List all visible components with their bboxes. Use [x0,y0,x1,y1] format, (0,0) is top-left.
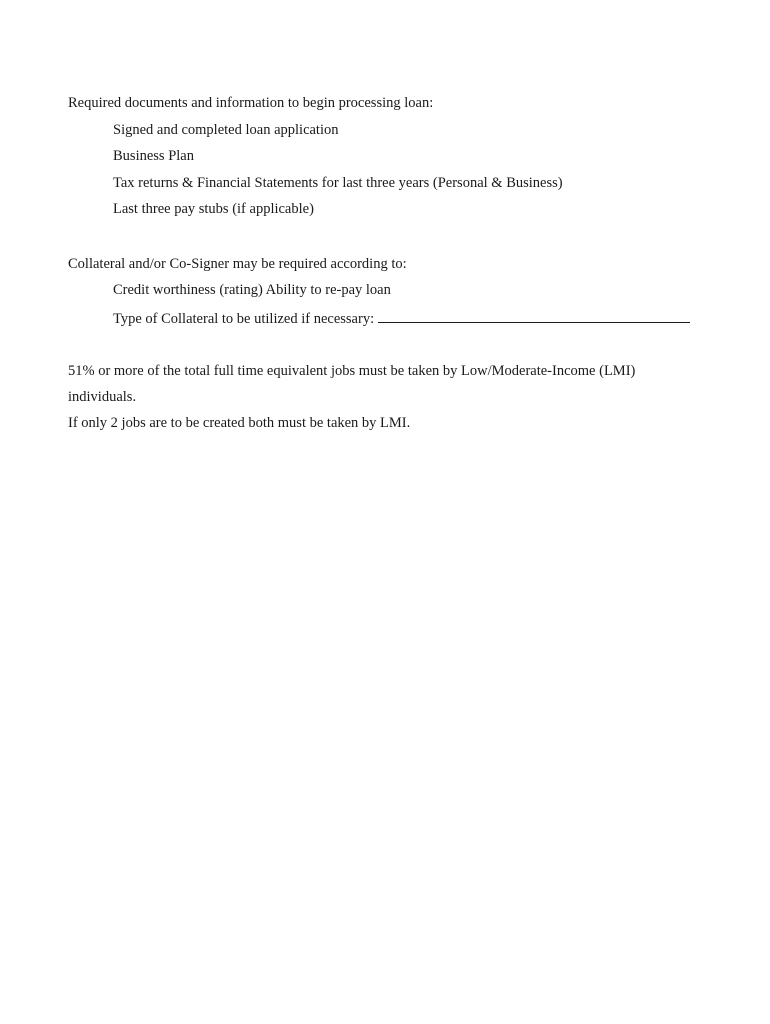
required-item-business-plan: Business Plan [113,148,194,164]
collateral-type-blank-field[interactable] [378,308,690,323]
required-item-loan-application: Signed and completed loan application [113,122,339,138]
required-item-tax-returns: Tax returns & Financial Statements for last three years (Personal & Business) [113,175,563,191]
collateral-heading: Collateral and/or Co-Signer may be required according to: [68,256,407,272]
lmi-requirement-line-1: 51% or more of the total full time equivalent jobs must be taken by Low/Moderate-Income (LMI) [68,363,636,379]
lmi-requirement-line-2: individuals. [68,389,137,405]
required-documents-heading: Required documents and information to begin processing loan: [68,95,434,111]
lmi-two-jobs-note: If only 2 jobs are to be created both must be taken by LMI. [68,415,411,431]
collateral-type-row [113,308,690,328]
collateral-criteria: Credit worthiness (rating) Ability to re-pay loan [113,282,391,298]
collateral-type-label: Type of Collateral to be utilized if necessary: [113,311,375,327]
required-item-pay-stubs: Last three pay stubs (if applicable) [113,201,314,217]
